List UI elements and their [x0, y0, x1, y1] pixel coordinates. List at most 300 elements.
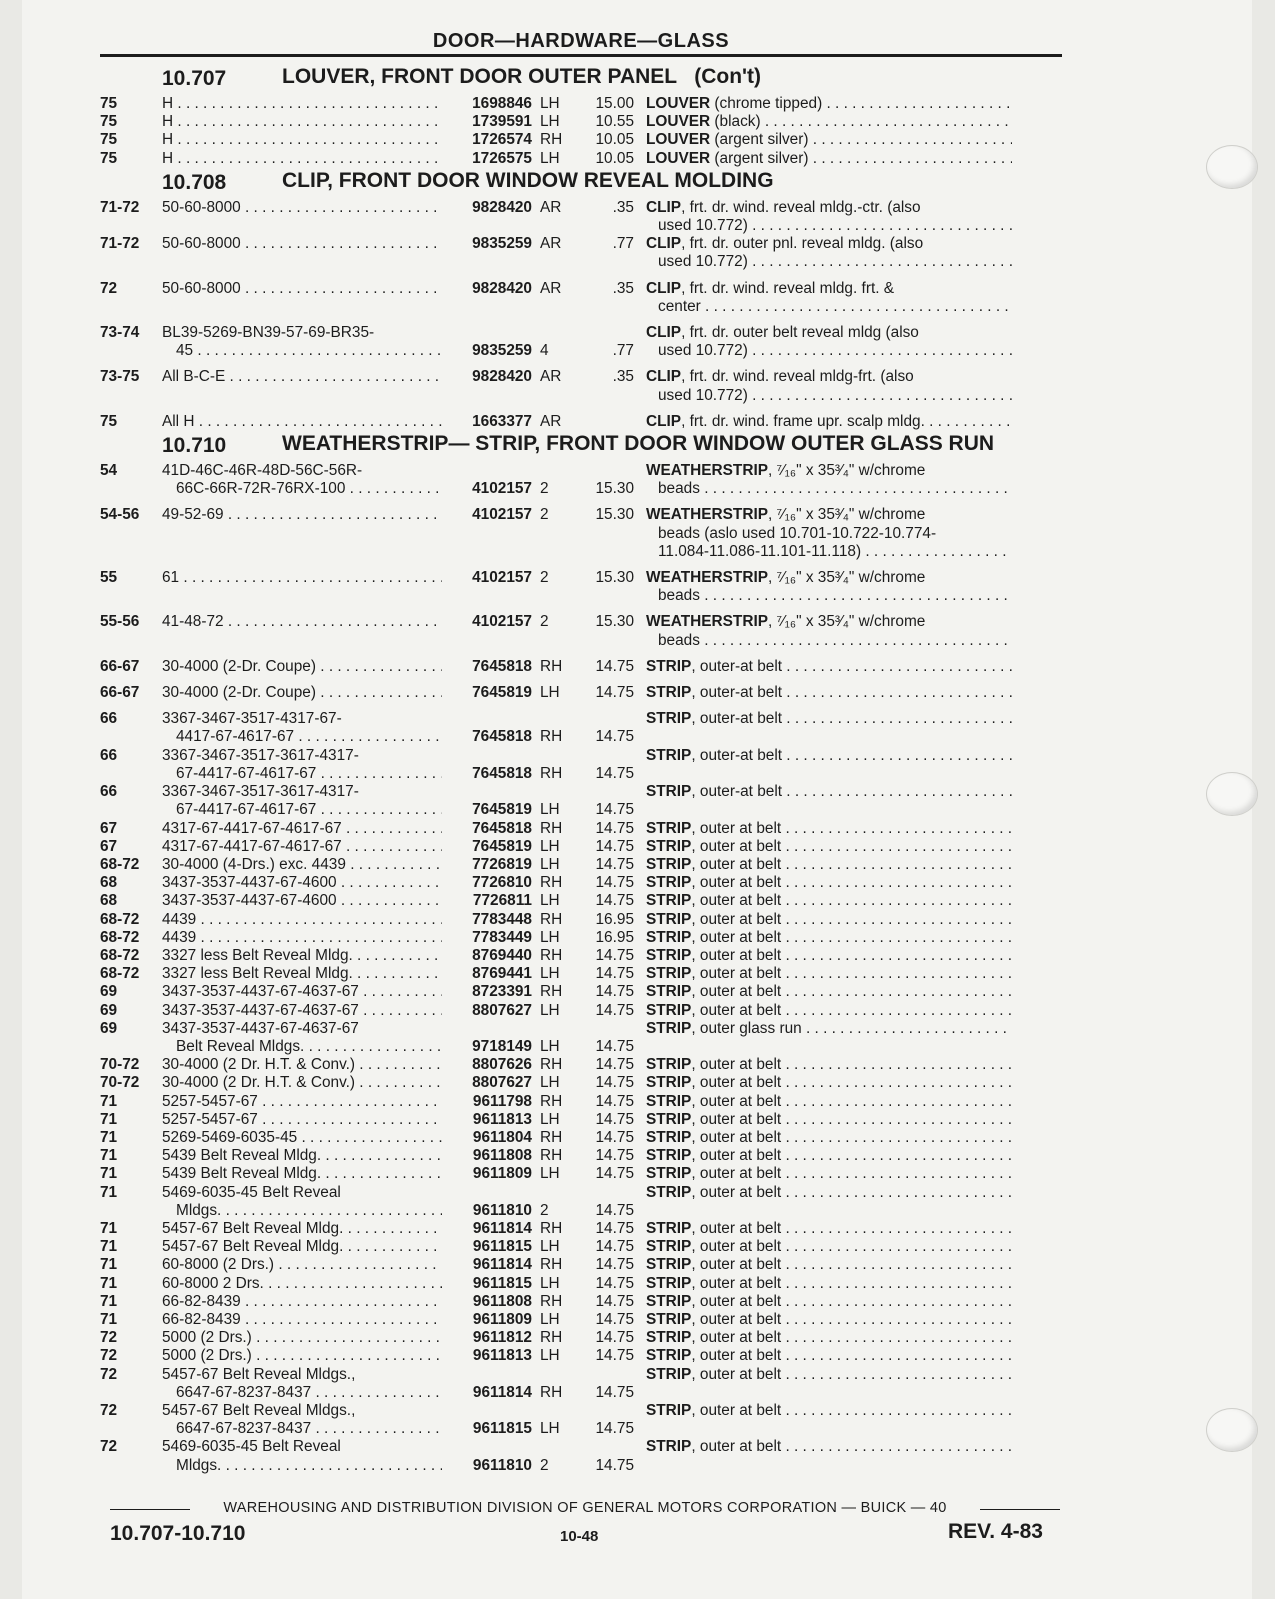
description-cell	[646, 235, 1012, 271]
model-text: H . . .	[162, 113, 442, 131]
part-row	[100, 1165, 1072, 1183]
quantity-cell	[532, 1056, 576, 1074]
quantity-cell	[532, 710, 576, 746]
price-cell	[576, 199, 646, 235]
model-cell	[162, 947, 442, 965]
quantity: LH	[540, 1347, 560, 1365]
description-text: STRIP, outer at belt . . .	[646, 820, 1012, 838]
price-cell	[576, 856, 646, 874]
model-text: 5457-67 Belt Reveal Mldg. . . .	[162, 1238, 442, 1256]
model-text: 6647-67-8237-8437 . . .	[162, 1420, 442, 1438]
year-value: 71	[100, 1110, 118, 1128]
description-keyword: STRIP	[646, 1274, 692, 1292]
description-cell	[646, 95, 1012, 113]
spacer	[576, 1402, 634, 1420]
quantity: RH	[540, 874, 563, 892]
description-text: 11.084-11.086-11.101-11.118) . . .	[646, 543, 1012, 561]
quantity: LH	[540, 1310, 560, 1328]
description-cell	[646, 1074, 1012, 1092]
price-cell	[576, 947, 646, 965]
part-number-cell	[442, 1111, 532, 1129]
model-text: 30-4000 (2 Dr. H.T. & Conv.) . . .	[162, 1056, 442, 1074]
model-cell	[162, 1275, 442, 1293]
quantity-cell	[532, 1129, 576, 1147]
description-text: STRIP, outer-at belt . . .	[646, 747, 1012, 765]
part-number-cell	[442, 1184, 532, 1220]
part-number: 4102157	[472, 506, 532, 524]
year-cell	[100, 710, 162, 746]
price: 14.75	[595, 1420, 634, 1438]
price-cell	[576, 113, 646, 131]
quantity-cell	[532, 911, 576, 929]
model-cell	[162, 747, 442, 783]
quantity-cell	[532, 1002, 576, 1020]
model-text: Belt Reveal Mldgs. . . .	[162, 1038, 442, 1056]
description-keyword: STRIP	[646, 874, 692, 892]
price-cell	[576, 569, 646, 605]
price: 14.75	[595, 1292, 634, 1310]
part-row	[100, 929, 1072, 947]
quantity: RH	[540, 764, 563, 782]
description-keyword: CLIP	[646, 412, 682, 430]
price-cell	[576, 462, 646, 498]
model-cell	[162, 131, 442, 149]
description-text: STRIP, outer at belt . . .	[646, 929, 1012, 947]
price: 14.75	[595, 1128, 634, 1146]
year-cell	[100, 113, 162, 131]
description-text: STRIP, outer at belt . . .	[646, 892, 1012, 910]
description-keyword: STRIP	[646, 1056, 692, 1074]
price-cell	[576, 820, 646, 838]
year-cell	[100, 1256, 162, 1274]
model-text: 41-48-72 . . .	[162, 613, 442, 631]
price: 14.75	[595, 764, 634, 782]
part-number-cell	[442, 747, 532, 783]
price-cell	[576, 1002, 646, 1020]
part-number-cell	[442, 1002, 532, 1020]
part-number: 7726819	[472, 855, 532, 873]
year-cell	[100, 658, 162, 676]
quantity: RH	[540, 131, 563, 149]
description-text: STRIP, outer at belt . . .	[646, 1256, 1012, 1274]
description-keyword: CLIP	[646, 235, 682, 253]
description-keyword: STRIP	[646, 928, 692, 946]
price: 14.75	[595, 1037, 634, 1055]
description-keyword: STRIP	[646, 1365, 692, 1383]
quantity-cell	[532, 1347, 576, 1365]
year-cell	[100, 324, 162, 360]
part-row	[100, 1366, 1072, 1402]
year-cell	[100, 199, 162, 235]
model-text: 30-4000 (2 Dr. H.T. & Conv.) . . .	[162, 1074, 442, 1092]
part-row	[100, 658, 1072, 676]
description-keyword: STRIP	[646, 1347, 692, 1365]
part-row	[100, 684, 1072, 702]
description-cell	[646, 947, 1012, 965]
spacer	[540, 1184, 576, 1202]
year-cell	[100, 506, 162, 561]
part-number: 7726810	[472, 874, 532, 892]
description-cell	[646, 929, 1012, 947]
part-number: 1663377	[472, 412, 532, 430]
part-number-cell	[442, 929, 532, 947]
year-cell	[100, 235, 162, 271]
description-keyword: STRIP	[646, 1128, 692, 1146]
quantity: LH	[540, 892, 560, 910]
price-cell	[576, 506, 646, 561]
description-cell	[646, 462, 1012, 498]
description-keyword: CLIP	[646, 198, 682, 216]
price: 16.95	[595, 928, 634, 946]
model-cell	[162, 1093, 442, 1111]
year-cell	[100, 1002, 162, 1020]
model-cell	[162, 235, 442, 271]
model-text: 4439 . . .	[162, 929, 442, 947]
price-cell	[576, 983, 646, 1001]
year-value: 55	[100, 569, 118, 587]
quantity-cell	[532, 462, 576, 498]
parts-listing	[100, 64, 1072, 1475]
spacer	[442, 1402, 532, 1420]
description-keyword: CLIP	[646, 368, 682, 386]
price-cell	[576, 684, 646, 702]
year-value: 70-72	[100, 1074, 140, 1092]
part-row	[100, 95, 1072, 113]
price: .35	[612, 198, 634, 216]
description-keyword: WEATHERSTRIP	[646, 506, 768, 524]
model-cell	[162, 838, 442, 856]
description-keyword: STRIP	[646, 1165, 692, 1183]
part-number: 9611812	[472, 1329, 532, 1347]
description-keyword: STRIP	[646, 657, 692, 675]
description-keyword: WEATHERSTRIP	[646, 462, 768, 480]
price: 15.00	[595, 95, 634, 112]
quantity-cell	[532, 965, 576, 983]
model-cell	[162, 1438, 442, 1474]
price-cell	[576, 1238, 646, 1256]
spacer	[540, 1402, 576, 1420]
price: 14.75	[595, 1165, 634, 1183]
model-cell	[162, 1111, 442, 1129]
part-number-cell	[442, 1020, 532, 1056]
description-text: LOUVER (black) . . .	[646, 113, 1012, 131]
model-text: 5257-5457-67 . . .	[162, 1093, 442, 1111]
price-cell	[576, 368, 646, 404]
model-cell	[162, 413, 442, 431]
year-value: 72	[100, 1347, 118, 1365]
model-cell	[162, 874, 442, 892]
spacer	[442, 783, 532, 801]
model-text: 49-52-69 . . .	[162, 506, 442, 524]
year-value: 72	[100, 279, 118, 297]
quantity: RH	[540, 1292, 563, 1310]
footer-page-number: 10-48	[560, 1528, 599, 1545]
price-cell	[576, 1329, 646, 1347]
quantity: RH	[540, 1329, 563, 1347]
model-text: Mldgs. . . .	[162, 1202, 442, 1220]
year-value: 71	[100, 1092, 118, 1110]
quantity-cell	[532, 983, 576, 1001]
description-text: WEATHERSTRIP, ⁷⁄₁₆" x 35³⁄₄" w/chrome	[646, 506, 926, 524]
model-text: 3327 less Belt Reveal Mldg. . . .	[162, 965, 442, 983]
description-text: CLIP, frt. dr. wind. reveal mldg.-ctr. (also	[646, 198, 921, 216]
year-cell	[100, 983, 162, 1001]
year-cell	[100, 1165, 162, 1183]
price: 14.75	[595, 1110, 634, 1128]
quantity-cell	[532, 1293, 576, 1311]
part-number-cell	[442, 1074, 532, 1092]
model-cell	[162, 1002, 442, 1020]
description-text: CLIP, frt. dr. outer pnl. reveal mldg. (also	[646, 235, 924, 253]
spacer	[442, 1438, 532, 1456]
description-keyword: STRIP	[646, 892, 692, 910]
quantity: RH	[540, 1383, 563, 1401]
part-number: 9611815	[472, 1420, 532, 1438]
part-number-cell	[442, 1311, 532, 1329]
model-text: 66C-66R-72R-76RX-100 . . .	[162, 480, 442, 498]
description-text: STRIP, outer at belt . . .	[646, 1184, 1012, 1202]
description-keyword: STRIP	[646, 1310, 692, 1328]
year-value: 75	[100, 412, 118, 430]
spacer	[442, 710, 532, 728]
price-cell	[576, 1438, 646, 1474]
part-number-cell	[442, 324, 532, 360]
spacer	[442, 1184, 532, 1202]
year-value: 55-56	[100, 613, 140, 631]
quantity-cell	[532, 1438, 576, 1474]
quantity: RH	[540, 1128, 563, 1146]
price: 14.75	[595, 855, 634, 873]
model-cell	[162, 506, 442, 561]
model-text: 30-4000 (4-Drs.) exc. 4439 . . .	[162, 856, 442, 874]
model-text: 5000 (2 Drs.) . . .	[162, 1329, 442, 1347]
quantity: LH	[540, 1274, 560, 1292]
quantity-cell	[532, 368, 576, 404]
part-number-cell	[442, 1438, 532, 1474]
model-text: 50-60-8000 . . .	[162, 280, 442, 298]
description-keyword: STRIP	[646, 965, 692, 983]
year-value: 66-67	[100, 684, 140, 702]
year-value: 71-72	[100, 198, 140, 216]
model-cell	[162, 965, 442, 983]
year-cell	[100, 131, 162, 149]
year-value: 75	[100, 149, 118, 167]
price-cell	[576, 1165, 646, 1183]
quantity: AR	[540, 279, 562, 297]
quantity-cell	[532, 1111, 576, 1129]
quantity: LH	[540, 855, 560, 873]
part-number: 9611798	[472, 1092, 532, 1110]
part-number: 9828420	[472, 198, 532, 216]
quantity: AR	[540, 198, 562, 216]
part-row	[100, 462, 1072, 498]
model-text: 3437-3537-4437-67-4637-67 . . .	[162, 1002, 442, 1020]
spacer	[576, 710, 634, 728]
binder-hole-bottom	[1206, 1408, 1258, 1452]
part-number-cell	[442, 113, 532, 131]
model-cell	[162, 1366, 442, 1402]
quantity: RH	[540, 1219, 563, 1237]
price: 15.30	[595, 506, 634, 524]
model-cell	[162, 150, 442, 168]
part-row	[100, 1129, 1072, 1147]
model-cell	[162, 710, 442, 746]
description-text: STRIP, outer-at belt . . .	[646, 783, 1012, 801]
price: 14.75	[595, 819, 634, 837]
description-text: STRIP, outer at belt . . .	[646, 911, 1012, 929]
quantity: LH	[540, 149, 560, 167]
price-cell	[576, 874, 646, 892]
year-cell	[100, 1275, 162, 1293]
description-cell	[646, 820, 1012, 838]
spacer	[540, 462, 576, 480]
model-text: 5457-67 Belt Reveal Mldg. . . .	[162, 1220, 442, 1238]
model-text: 5000 (2 Drs.) . . .	[162, 1347, 442, 1365]
year-cell	[100, 1111, 162, 1129]
quantity: LH	[540, 1420, 560, 1438]
year-value: 71	[100, 1219, 118, 1237]
model-text: 3367-3467-3517-3617-4317-	[162, 746, 359, 764]
quantity-cell	[532, 150, 576, 168]
part-number-cell	[442, 1366, 532, 1402]
description-text: STRIP, outer at belt . . .	[646, 838, 1012, 856]
part-number-cell	[442, 820, 532, 838]
description-cell	[646, 113, 1012, 131]
section-number: 10.707	[162, 67, 227, 90]
year-value: 71	[100, 1183, 118, 1201]
description-text: STRIP, outer at belt . . .	[646, 874, 1012, 892]
description-cell	[646, 1184, 1012, 1220]
description-keyword: STRIP	[646, 1329, 692, 1347]
part-row	[100, 1056, 1072, 1074]
part-number-cell	[442, 1329, 532, 1347]
description-keyword: LOUVER	[646, 149, 711, 167]
model-text: 66-82-8439 . . .	[162, 1293, 442, 1311]
price-cell	[576, 1256, 646, 1274]
description-text: used 10.772) . . .	[646, 217, 1012, 235]
quantity: 2	[540, 506, 549, 524]
description-cell	[646, 856, 1012, 874]
price-cell	[576, 747, 646, 783]
description-keyword: STRIP	[646, 910, 692, 928]
year-cell	[100, 413, 162, 431]
part-row	[100, 856, 1072, 874]
model-text: 30-4000 (2-Dr. Coupe) . . .	[162, 684, 442, 702]
description-keyword: CLIP	[646, 324, 682, 342]
part-number: 8807627	[472, 1001, 532, 1019]
footer-revision: REV. 4-83	[948, 1520, 1043, 1543]
part-row	[100, 983, 1072, 1001]
year-cell	[100, 1093, 162, 1111]
year-value: 67	[100, 819, 118, 837]
description-cell	[646, 150, 1012, 168]
description-cell	[646, 1256, 1012, 1274]
year-value: 67	[100, 837, 118, 855]
part-number-cell	[442, 710, 532, 746]
model-cell	[162, 1220, 442, 1238]
description-cell	[646, 1056, 1012, 1074]
year-cell	[100, 1147, 162, 1165]
model-text: 60-8000 2 Drs. . . .	[162, 1275, 442, 1293]
quantity: RH	[540, 657, 563, 675]
part-row	[100, 1438, 1072, 1474]
model-cell	[162, 462, 442, 498]
price-cell	[576, 1056, 646, 1074]
part-number: 9611809	[472, 1310, 532, 1328]
price: 14.75	[595, 1147, 634, 1165]
price: 14.75	[595, 1383, 634, 1401]
description-keyword: STRIP	[646, 1147, 692, 1165]
description-text: center . . .	[646, 298, 1012, 316]
description-keyword: STRIP	[646, 855, 692, 873]
year-cell	[100, 1020, 162, 1056]
description-text: STRIP, outer at belt . . .	[646, 1293, 1012, 1311]
model-text: 67-4417-67-4617-67 . . .	[162, 765, 442, 783]
model-text: 4439 . . .	[162, 911, 442, 929]
part-number: 7645819	[472, 837, 532, 855]
part-row	[100, 1256, 1072, 1274]
description-cell	[646, 1329, 1012, 1347]
part-row	[100, 1238, 1072, 1256]
quantity: AR	[540, 235, 562, 253]
part-number-cell	[442, 1165, 532, 1183]
description-text: WEATHERSTRIP, ⁷⁄₁₆" x 35³⁄₄" w/chrome	[646, 462, 926, 480]
model-text: 5469-6035-45 Belt Reveal	[162, 1438, 341, 1456]
description-cell	[646, 684, 1012, 702]
year-value: 69	[100, 1019, 118, 1037]
quantity-cell	[532, 892, 576, 910]
year-value: 68-72	[100, 965, 140, 983]
description-cell	[646, 1002, 1012, 1020]
part-row	[100, 1111, 1072, 1129]
model-cell	[162, 911, 442, 929]
part-row	[100, 1347, 1072, 1365]
year-value: 71	[100, 1274, 118, 1292]
year-cell	[100, 1366, 162, 1402]
quantity: 2	[540, 569, 549, 587]
year-value: 75	[100, 131, 118, 149]
year-value: 73-74	[100, 324, 140, 342]
year-cell	[100, 1220, 162, 1238]
quantity-cell	[532, 820, 576, 838]
description-cell	[646, 199, 1012, 235]
price-cell	[576, 95, 646, 113]
price: 14.75	[595, 1329, 634, 1347]
price: 14.75	[595, 1001, 634, 1019]
description-keyword: STRIP	[646, 1019, 692, 1037]
quantity-cell	[532, 783, 576, 819]
description-keyword: STRIP	[646, 710, 692, 728]
year-cell	[100, 1347, 162, 1365]
model-text: 66-82-8439 . . .	[162, 1311, 442, 1329]
model-cell	[162, 280, 442, 316]
price-cell	[576, 1074, 646, 1092]
description-text: STRIP, outer-at belt . . .	[646, 710, 1012, 728]
year-value: 66	[100, 746, 118, 764]
description-cell	[646, 1402, 1012, 1438]
spacer	[540, 783, 576, 801]
year-value: 75	[100, 95, 118, 112]
description-keyword: STRIP	[646, 1183, 692, 1201]
part-number-cell	[442, 199, 532, 235]
part-row	[100, 235, 1072, 271]
model-text: 3437-3537-4437-67-4600 . . .	[162, 892, 442, 910]
model-cell	[162, 658, 442, 676]
quantity-cell	[532, 235, 576, 271]
year-cell	[100, 1129, 162, 1147]
description-cell	[646, 838, 1012, 856]
part-number-cell	[442, 1220, 532, 1238]
